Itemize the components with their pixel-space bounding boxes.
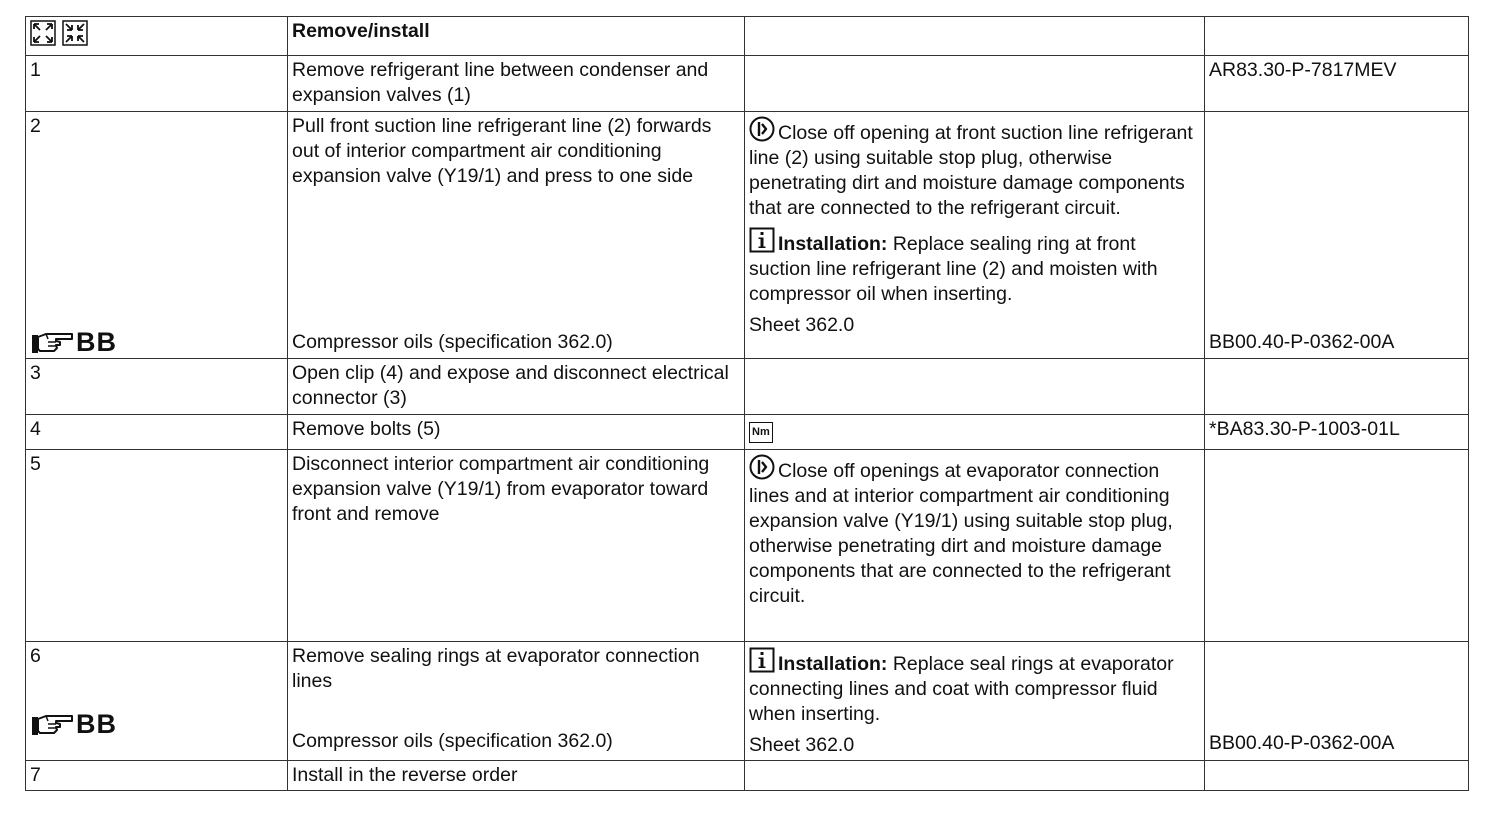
step-number: 1 [26,56,288,112]
installation-note: Installation: Replace sealing ring at front suction line refrigerant line (2) and moisten with compressor oil when inserting. [749,227,1199,307]
step-action: Install in the reverse order [288,761,745,791]
bb-reference-marker [30,711,282,738]
header-row [26,17,1469,56]
bb-reference-marker [30,329,282,356]
expand-icon[interactable] [30,20,56,53]
caution-icon [749,116,775,142]
table-row [26,761,1469,791]
reference-link[interactable]: BB00.40-P-0362-00A [1209,331,1395,353]
step-action: Remove sealing rings at evaporator connection lines [292,645,700,692]
header-title: Remove/install [288,17,745,56]
step-number: 7 [26,761,288,791]
step-number: 3 [26,359,288,415]
caution-note: Close off openings at evaporator connection lines and at interior compartment air conditioning expansion valve (Y19/1) using suitable stop plug, otherwise penetrating dirt and moisture damage components that are connected to the refrigerant circuit. [749,454,1199,609]
pointing-hand-icon [30,329,74,357]
step-action: Remove refrigerant line between condenser and expansion valves (1) [288,56,745,112]
bb-action: Compressor oils (specification 362.0) [292,331,613,353]
table-row [26,450,1469,642]
bb-label: BB [76,709,117,739]
step-number: 4 [26,415,288,450]
collapse-icon[interactable] [62,20,88,53]
step-action: Disconnect interior compartment air conditioning expansion valve (Y19/1) from evaporator toward front and remove [288,450,745,642]
header-icons-cell [26,17,288,56]
info-icon [749,227,775,253]
step-action: Remove bolts (5) [288,415,745,450]
table-row [26,415,1469,450]
step-number: 2 [30,115,41,137]
bb-sheet: Sheet 362.0 [749,734,855,756]
bb-label: BB [76,327,117,357]
bb-action: Compressor oils (specification 362.0) [292,730,613,752]
step-number: 6 [30,645,41,667]
bb-sheet: Sheet 362.0 [749,314,855,336]
step-action: Open clip (4) and expose and disconnect electrical connector (3) [288,359,745,415]
procedure-table [25,16,1469,791]
torque-icon[interactable]: Nm [749,422,773,443]
table-row [26,642,1469,761]
table-row [26,56,1469,112]
caution-icon [749,454,775,480]
step-action: Pull front suction line refrigerant line (2) forwards out of interior compartment air conditioning expansion valve (Y19/1) and press to one side [292,115,712,187]
table-row [26,359,1469,415]
reference-link[interactable]: *BA83.30-P-1003-01L [1205,415,1469,450]
installation-note: Installation: Replace seal rings at evaporator connecting lines and coat with compressor fluid when inserting. [749,647,1199,727]
caution-note: Close off opening at front suction line refrigerant line (2) using suitable stop plug, otherwise penetrating dirt and moisture damage components that are connected to the refrigerant circuit. [749,116,1199,221]
reference-link[interactable]: BB00.40-P-0362-00A [1209,732,1395,754]
info-icon [749,647,775,673]
pointing-hand-icon [30,711,74,739]
reference-link[interactable]: AR83.30-P-7817MEV [1205,56,1469,112]
step-number: 5 [26,450,288,642]
table-row [26,112,1469,359]
